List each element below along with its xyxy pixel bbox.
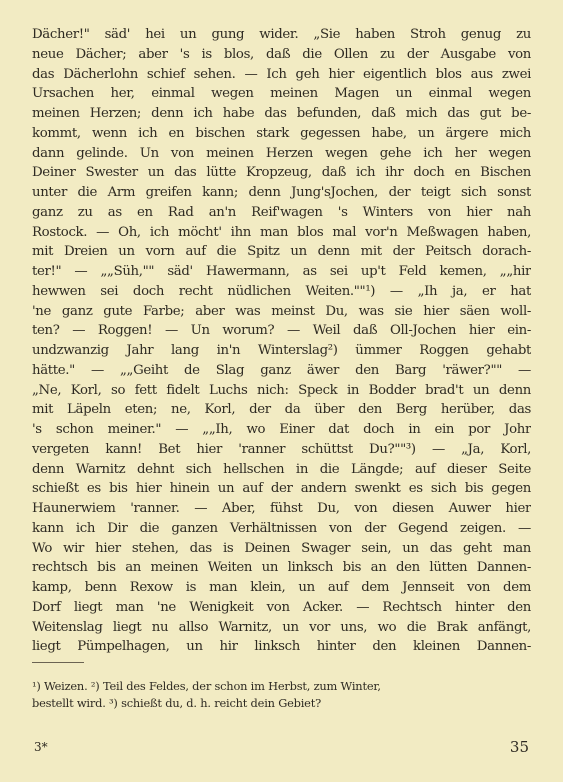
text-line: vergeten kann! Bet hier 'ranner schüttst Du?""³) — „Ja, Korl, <box>32 441 531 457</box>
text-line: liegt Pümpelhagen, un hir linksch hinter den kleinen Dannen- <box>32 639 531 655</box>
text-line: rechtsch bis an meinen Weiten un linksch bis an den lütten Dannen- <box>32 560 531 576</box>
footnote-divider <box>32 662 84 663</box>
text-line: schießt es bis hier hinein un auf der andern swenkt es sich bis gegen <box>32 481 531 497</box>
text-line: Dächer!" säd' hei un gung wider. „Sie haben Stroh genug zu <box>32 27 531 42</box>
text-line: unter die Arm greifen kann; denn Jung'sJochen, der teigt sich sonst <box>32 185 531 200</box>
text-line: ter!" — „„Süh,"" säd' Hawermann, as sei up't Feld kemen, „„hir <box>32 264 531 279</box>
text-line: ganz zu as en Rad an'n Reif'wagen 's Winters von hier nah <box>32 204 531 220</box>
text-line: undzwanzig Jahr lang in'n Winterslag²) ümmer Roggen gehabt <box>32 343 531 358</box>
text-line: mit Dreien un vorn auf die Spitz un denn mit der Peitsch dorach- <box>32 244 531 260</box>
text-line: ten? — Roggen! — Un worum? — Weil daß Oll-Jochen hier ein- <box>32 323 531 339</box>
text-line: kamp, benn Rexow is man klein, un auf dem Jennseit von dem <box>32 580 531 595</box>
text-line: „Ne, Korl, so fett fidelt Luchs nich: Speck in Bodder brad't un denn <box>32 382 531 398</box>
printer-signature-mark: 3* <box>34 740 48 754</box>
text-line: mit Läpeln eten; ne, Korl, der da über den Berg herüber, das <box>32 402 531 418</box>
text-line: Ursachen her, einmal wegen meinen Magen un einmal wegen <box>32 86 531 102</box>
text-line: kommt, wenn ich en bischen stark gegessen habe, un ärgere mich <box>32 125 531 141</box>
text-line: hätte." — „„Geiht de Slag ganz äwer den Barg 'räwer?"" — <box>32 362 531 378</box>
text-line: Dorf liegt man 'ne Wenigkeit von Acker. — Rechtsch hinter den <box>32 599 531 615</box>
text-line: denn Warnitz dehnt sich hellschen in die Längde; auf dieser Seite <box>32 461 531 477</box>
text-line: 'ne ganz gute Farbe; aber was meinst Du, was sie hier säen woll- <box>32 303 531 319</box>
text-line: Weitenslag liegt nu allso Warnitz, un vor uns, wo die Brak anfängt, <box>32 619 531 635</box>
text-line: Rostock. — Oh, ich möcht' ihn man blos mal vor'n Meßwagen haben, <box>32 224 531 240</box>
text-line: dann gelinde. Un von meinen Herzen wegen gehe ich her wegen <box>32 145 531 161</box>
footnote-line: bestellt wird. ³) schießt du, d. h. reicht dein Gebiet? <box>32 696 321 710</box>
text-line: hewwen sei doch recht nüdlichen Weiten.""¹) — „Ih ja, er hat <box>32 283 531 299</box>
text-line: meinen Herzen; denn ich habe das befunden, daß mich das gut be- <box>32 106 531 121</box>
text-line: Wo wir hier stehen, das is Deinen Swager sein, un das geht man <box>32 540 531 556</box>
text-line: das Dächerlohn schief sehen. — Ich geh hier eigentlich blos aus zwei <box>32 66 531 82</box>
page-number: 35 <box>509 738 529 756</box>
body-text <box>32 25 531 657</box>
footnote-line: ¹) Weizen. ²) Teil des Feldes, der schon im Herbst, zum Winter, <box>32 679 381 693</box>
text-line: 's schon meiner." — „„Ih, wo Einer dat doch in ein por Johr <box>32 422 531 437</box>
text-line: Deiner Swester un das lütte Kropzeug, daß ich ihr doch en Bischen <box>32 165 531 181</box>
text-line: kann ich Dir die ganzen Verhältnissen von der Gegend zeigen. — <box>32 520 531 536</box>
text-line: Haunerwiem 'ranner. — Aber, fühst Du, von diesen Auwer hier <box>32 501 531 516</box>
footnotes <box>32 678 531 712</box>
text-line: neue Dächer; aber 's is blos, daß die Ollen zu der Ausgabe von <box>32 46 531 62</box>
